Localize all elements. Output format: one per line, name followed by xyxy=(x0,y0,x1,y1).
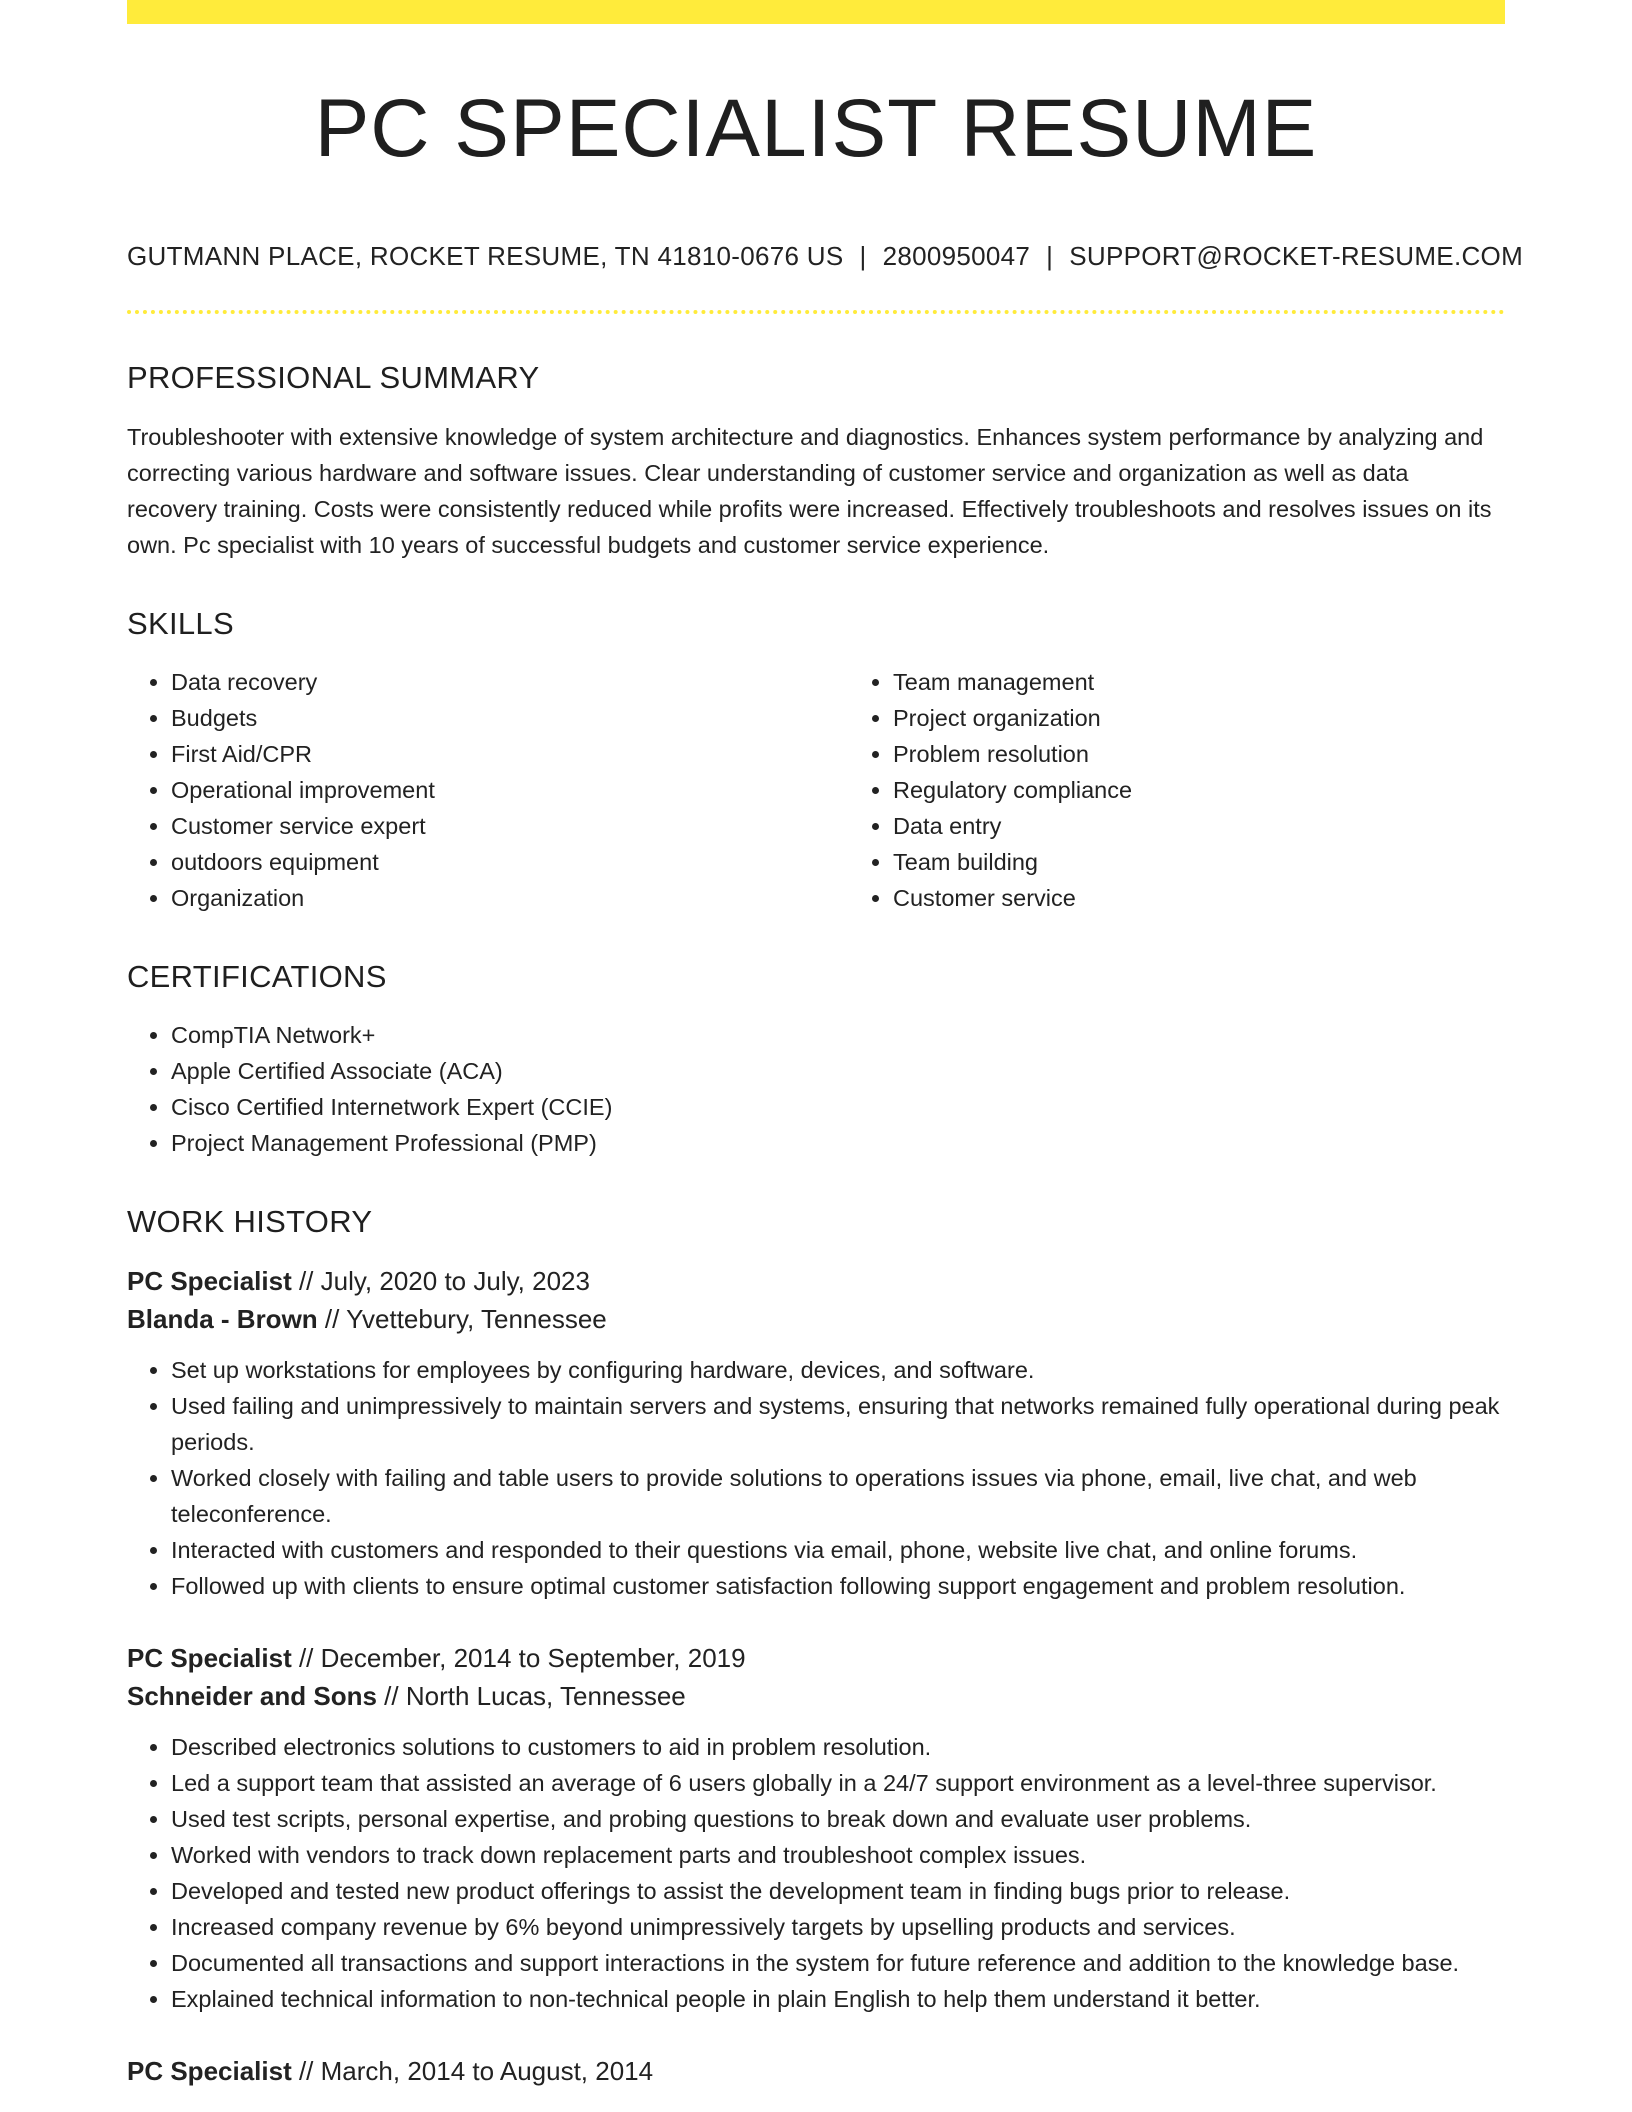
certification-item: • Apple Certified Associate (ACA) xyxy=(171,1053,1505,1089)
job-company: Blanda - Brown xyxy=(127,1304,318,1334)
skill-item: • Project organization xyxy=(893,700,1493,736)
address: GUTMANN PLACE, ROCKET RESUME, TN 41810-0676 US xyxy=(127,241,844,271)
job-dates: // December, 2014 to September, 2019 xyxy=(291,1643,746,1673)
contact-line xyxy=(127,241,1524,272)
job-bullet: • Set up workstations for employees by configuring hardware, devices, and software. xyxy=(171,1352,1505,1388)
job-title: PC Specialist xyxy=(127,1643,292,1673)
job-bullet: • Documented all transactions and support interactions in the system for future reference and addition to the knowledge base. xyxy=(171,1945,1505,1981)
job-title-line xyxy=(127,1639,1505,1677)
certification-item: • CompTIA Network+ xyxy=(171,1017,1505,1053)
job-bullet: • Followed up with clients to ensure optimal customer satisfaction following support engagement and problem resolution. xyxy=(171,1568,1505,1604)
job-bullet: • Led a support team that assisted an average of 6 users globally in a 24/7 support environment as a level-three supervisor. xyxy=(171,1765,1505,1801)
job-bullets xyxy=(127,1729,1505,2017)
dotted-divider xyxy=(127,310,1505,314)
job-entry xyxy=(127,1639,1505,2017)
job-bullet: • Worked with vendors to track down replacement parts and troubleshoot complex issues. xyxy=(171,1837,1505,1873)
skill-item: • First Aid/CPR xyxy=(171,736,805,772)
skill-item: • outdoors equipment xyxy=(171,844,805,880)
job-company-line xyxy=(127,1300,1505,1338)
job-bullet: • Developed and tested new product offerings to assist the development team in finding bugs prior to release. xyxy=(171,1873,1505,1909)
skill-item: • Team building xyxy=(893,844,1493,880)
job-title: PC Specialist xyxy=(127,2056,292,2086)
summary-heading: PROFESSIONAL SUMMARY xyxy=(127,360,540,395)
skill-item: • Data entry xyxy=(893,808,1493,844)
certification-item: • Cisco Certified Internetwork Expert (CCIE) xyxy=(171,1089,1505,1125)
job-dates: // March, 2014 to August, 2014 xyxy=(291,2056,654,2086)
skill-item: • Regulatory compliance xyxy=(893,772,1493,808)
resume-title: PC SPECIALIST RESUME xyxy=(314,83,1318,174)
job-bullets xyxy=(127,1352,1505,1604)
skills-list xyxy=(127,664,1505,916)
job-location: // Yvettebury, Tennessee xyxy=(317,1304,607,1334)
job-company-line xyxy=(127,1677,1505,1715)
phone: 2800950047 xyxy=(882,241,1031,271)
job-bullet: • Increased company revenue by 6% beyond unimpressively targets by upselling products and services. xyxy=(171,1909,1505,1945)
separator: | xyxy=(859,241,867,271)
job-location: // North Lucas, Tennessee xyxy=(376,1681,686,1711)
job-bullet: • Interacted with customers and responded to their questions via email, phone, website live chat, and online forums. xyxy=(171,1532,1505,1568)
skill-item: • Customer service expert xyxy=(171,808,805,844)
skill-item: • Problem resolution xyxy=(893,736,1493,772)
skills-left-column xyxy=(127,664,805,916)
job-entry xyxy=(127,1262,1505,1604)
skill-item: • Data recovery xyxy=(171,664,805,700)
job-entry xyxy=(127,2052,1505,2090)
skill-item: • Team management xyxy=(893,664,1493,700)
top-accent-bar xyxy=(127,0,1505,24)
skill-item: • Customer service xyxy=(893,880,1493,916)
summary-text: Troubleshooter with extensive knowledge of system architecture and diagnostics. Enhances system performance by analyzing and correcting various hardware and software issues. Clear understanding of customer service and organization as well as data recovery training. Costs were consistently reduced while profits were increased. Effectively troubleshoots and resolves issues on its own. Pc specialist with 10 years of successful budgets and customer service experience. xyxy=(127,424,1492,558)
job-title-line xyxy=(127,1262,1505,1300)
skill-item: • Budgets xyxy=(171,700,805,736)
work-history-heading: WORK HISTORY xyxy=(127,1204,373,1239)
certifications-heading: CERTIFICATIONS xyxy=(127,959,387,994)
email[interactable]: SUPPORT@ROCKET-RESUME.COM xyxy=(1069,241,1524,271)
job-bullet: • Used failing and unimpressively to maintain servers and systems, ensuring that networks remained fully operational during peak periods. xyxy=(171,1388,1505,1460)
skills-heading: SKILLS xyxy=(127,606,234,641)
job-title: PC Specialist xyxy=(127,1266,292,1296)
separator: | xyxy=(1046,241,1054,271)
job-company: Schneider and Sons xyxy=(127,1681,377,1711)
job-bullet: • Used test scripts, personal expertise, and probing questions to break down and evaluate user problems. xyxy=(171,1801,1505,1837)
job-bullet: • Worked closely with failing and table users to provide solutions to operations issues via phone, email, live chat, and web teleconference. xyxy=(171,1460,1505,1532)
job-title-line xyxy=(127,2052,1505,2090)
job-dates: // July, 2020 to July, 2023 xyxy=(291,1266,590,1296)
resume-page xyxy=(127,0,1524,2090)
certification-item: • Project Management Professional (PMP) xyxy=(171,1125,1505,1161)
job-bullet: • Described electronics solutions to customers to aid in problem resolution. xyxy=(171,1729,1505,1765)
skill-item: • Operational improvement xyxy=(171,772,805,808)
job-bullet: • Explained technical information to non-technical people in plain English to help them understand it better. xyxy=(171,1981,1505,2017)
certifications-list xyxy=(127,1017,1505,1161)
skill-item: • Organization xyxy=(171,880,805,916)
skills-right-column xyxy=(805,664,1493,916)
